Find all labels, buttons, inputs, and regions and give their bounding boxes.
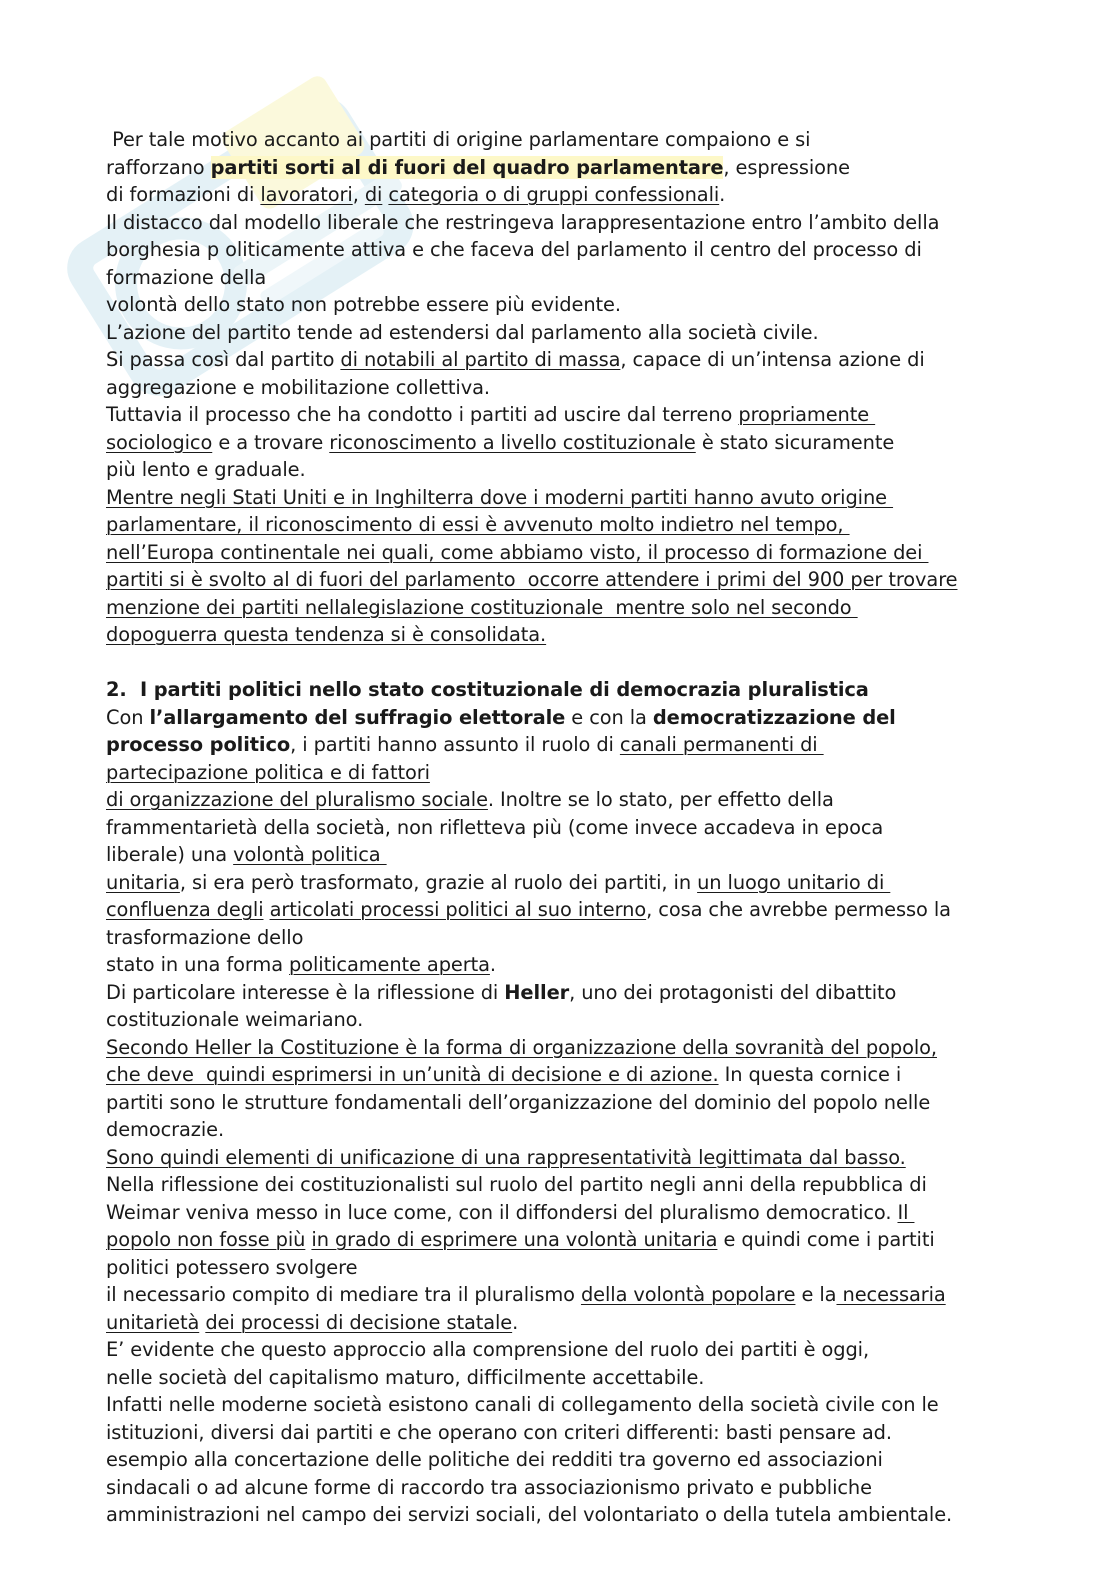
paragraph-line: costituzionale weimariano. — [106, 1008, 364, 1031]
paragraph-line: che deve quindi esprimersi in un’unità di decisione e di azione. In questa cornice i — [106, 1063, 902, 1086]
paragraph-line: stato in una forma politicamente aperta. — [106, 953, 496, 976]
paragraph-line: parlamentare, il riconoscimento di essi è avvenuto molto indietro nel tempo, — [106, 513, 850, 536]
paragraph-line: formazione della — [106, 265, 267, 289]
paragraph-line: democrazie. — [106, 1118, 225, 1141]
paragraph-line: Infatti nelle moderne società esistono canali di collegamento della società civile con le — [106, 1393, 939, 1416]
paragraph-line: partiti sono le strutture fondamentali dell’organizzazione del dominio del popolo nelle — [106, 1090, 931, 1114]
paragraph-line: E’ evidente che questo approccio alla comprensione del ruolo dei partiti è oggi, — [106, 1338, 870, 1361]
paragraph-line: sindacali o ad alcune forme di raccordo tra associazionismo privato e pubbliche — [106, 1475, 872, 1499]
paragraph-line: Sono quindi elementi di unificazione di una rappresentatività legittimata dal basso. — [106, 1145, 906, 1169]
section-heading: 2. I partiti politici nello stato costituzionale di democrazia pluralistica — [106, 678, 869, 701]
paragraph-line: dopoguerra questa tendenza si è consolidata. — [106, 623, 547, 646]
paragraph-line: sociologico e a trovare riconoscimento a livello costituzionale è stato sicuramente — [106, 430, 895, 454]
paragraph-line: volontà dello stato non potrebbe essere più evidente. — [106, 293, 621, 316]
paragraph-line: unitarietà dei processi di decisione statale. — [106, 1310, 519, 1334]
paragraph-line: trasformazione dello — [106, 925, 304, 949]
paragraph-line: unitaria, si era però trasformato, grazie al ruolo dei partiti, in un luogo unitario di — [106, 870, 891, 894]
paragraph-line: Il distacco dal modello liberale che restringeva larappresentazione entro l’ambito della — [106, 210, 940, 234]
paragraph-line: borghesia p oliticamente attiva e che faceva del parlamento il centro del processo di — [106, 238, 922, 261]
paragraph-line: Secondo Heller la Costituzione è la forma di organizzazione della sovranità del popolo, — [106, 1035, 937, 1059]
paragraph-line: Weimar veniva messo in luce come, con il diffondersi del pluralismo democratico. Il — [106, 1200, 915, 1224]
paragraph-line: frammentarietà della società, non rifletteva più (come invece accadeva in epoca — [106, 815, 884, 839]
document-page — [106, 126, 1006, 1529]
paragraph-line: menzione dei partiti nellalegislazione costituzionale mentre solo nel secondo — [106, 595, 858, 619]
paragraph-line: Nella riflessione dei costituzionalisti sul ruolo del partito negli anni della repubblica di — [106, 1173, 927, 1196]
bold-highlight: partiti sorti al di fuori del quadro parlamentare — [210, 155, 724, 179]
paragraph-line: Di particolare interesse è la riflessione di Heller, uno dei protagonisti del dibattito — [106, 980, 897, 1004]
paragraph-line: amministrazioni nel campo dei servizi sociali, del volontariato o della tutela ambientale. — [106, 1503, 953, 1526]
paragraph-line: Mentre negli Stati Uniti e in Inghilterra dove i moderni partiti hanno avuto origine — [106, 485, 894, 509]
paragraph-line: confluenza degli articolati processi politici al suo interno, cosa che avrebbe permesso la — [106, 898, 951, 921]
paragraph-line: partiti si è svolto al di fuori del parlamento occorre attendere i primi del 900 per trovare — [106, 568, 958, 591]
paragraph-line: rafforzano partiti sorti al di fuori del quadro parlamentare, espressione — [106, 155, 850, 179]
paragraph-line: il necessario compito di mediare tra il pluralismo della volontà popolare e la necessaria — [106, 1283, 946, 1306]
paragraph-gap — [106, 649, 1006, 677]
paragraph-line: politici potessero svolgere — [106, 1255, 358, 1279]
paragraph-line: Per tale motivo accanto ai partiti di origine parlamentare compaiono e si — [106, 128, 811, 151]
paragraph-line: più lento e graduale. — [106, 458, 306, 481]
paragraph-line: L’azione del partito tende ad estendersi dal parlamento alla società civile. — [106, 320, 819, 344]
paragraph-line: di organizzazione del pluralismo sociale. Inoltre se lo stato, per effetto della — [106, 788, 834, 811]
paragraph-line: Si passa così dal partito di notabili al partito di massa, capace di un’intensa azione di — [106, 348, 925, 371]
paragraph-line: aggregazione e mobilitazione collettiva. — [106, 375, 490, 399]
paragraph-line: Tuttavia il processo che ha condotto i partiti ad uscire dal terreno propriamente — [106, 403, 876, 426]
paragraph-line: processo politico, i partiti hanno assunto il ruolo di canali permanenti di — [106, 733, 824, 756]
paragraph-line: nelle società del capitalismo maturo, difficilmente accettabile. — [106, 1365, 705, 1389]
paragraph-line: popolo non fosse più in grado di esprimere una volontà unitaria e quindi come i partiti — [106, 1228, 935, 1251]
paragraph-line: esempio alla concertazione delle politiche dei redditi tra governo ed associazioni — [106, 1448, 883, 1471]
paragraph-line: liberale) una volontà politica — [106, 843, 387, 866]
paragraph-line: partecipazione politica e di fattori — [106, 760, 430, 784]
paragraph-line: Con l’allargamento del suffragio elettorale e con la democratizzazione del — [106, 705, 896, 729]
paragraph-line: di formazioni di lavoratori, di categoria o di gruppi confessionali. — [106, 183, 726, 206]
paragraph-line: istituzioni, diversi dai partiti e che operano con criteri differenti: basti pensare ad. — [106, 1420, 892, 1444]
paragraph-line: nell’Europa continentale nei quali, come abbiamo visto, il processo di formazione dei — [106, 540, 929, 564]
